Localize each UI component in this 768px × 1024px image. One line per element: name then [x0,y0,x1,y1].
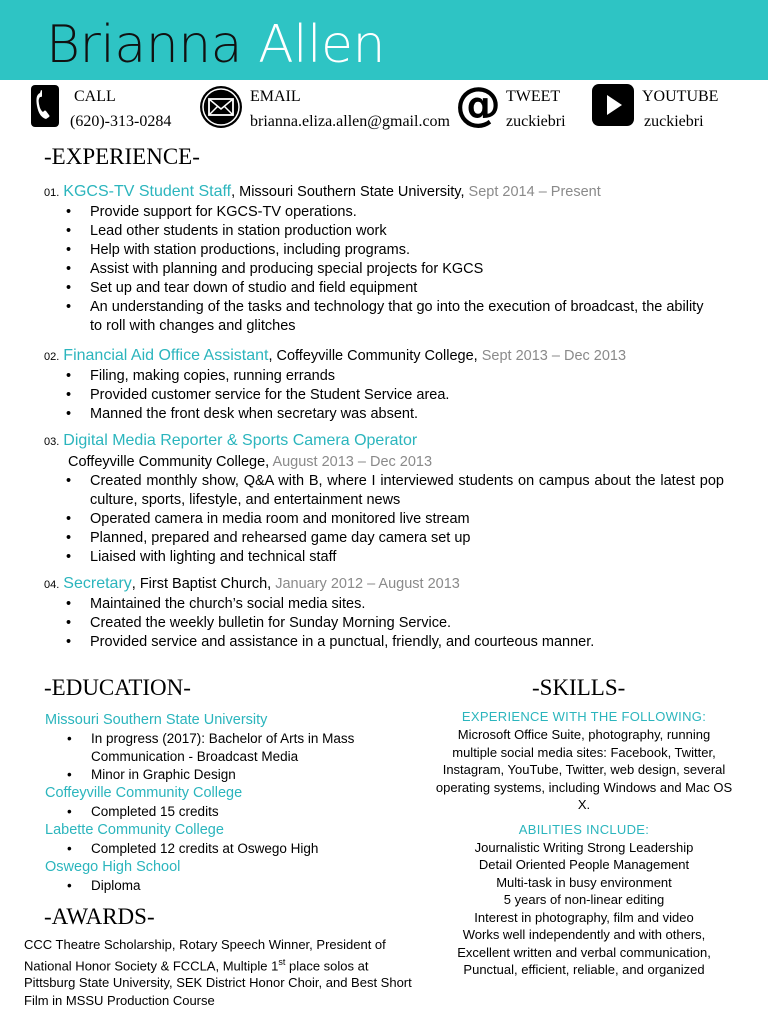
school-bullets [45,730,405,784]
job-title-line [44,182,744,203]
contact-label: YOUTUBE [642,88,719,105]
job-title: KGCS-TV Student Staff [63,183,232,200]
list-item: • In progress (2017): Bachelor of Arts in Mass Communication - Broadcast Media [45,730,405,766]
svg-text:@: @ [455,82,501,128]
list-item: • Liaised with lighting and technical staff [44,548,744,567]
skills-heading: -SKILLS- [532,675,626,700]
experience-heading: -EXPERIENCE- [44,144,200,169]
contact-youtube [592,84,742,136]
job-title-line [44,431,744,452]
contact-call [30,84,200,136]
skills-section [420,708,748,979]
list-item: • Planned, prepared and rehearsed game day camera set up [44,529,744,548]
school-bullets [45,803,405,821]
job-number: 03. [44,436,60,448]
last-name: Allen [258,15,385,75]
school-bullets [45,877,405,895]
list-item: Works well independently and with others, [462,927,706,942]
job-entry [44,182,744,336]
list-item: • Help with station productions, including programs. [44,241,744,260]
job-number: 02. [44,351,60,363]
list-item: Journalistic Writing Strong Leadership [474,839,694,855]
job-bullets [44,595,744,652]
play-icon [592,84,634,126]
job-dates: August 2013 – Dec 2013 [272,454,433,470]
job-organization: Coffeyville Community College, [68,454,273,470]
contact-email [198,84,468,136]
contact-value: brianna.eliza.allen@gmail.com [250,113,450,130]
job-organization: , Missouri Southern State University, [231,184,469,200]
school-name: Oswego High School [45,859,181,875]
job-dates: January 2012 – August 2013 [275,576,460,592]
list-item: 5 years of non-linear editing [503,892,665,907]
list-item: • An understanding of the tasks and technology that go into the execution of broadcast, the ability to roll with changes and glitches [44,298,744,336]
job-title-line [44,346,744,367]
awards-heading: -AWARDS- [44,904,155,929]
resume-name [46,10,385,80]
list-item: • Provided customer service for the Student Service area. [44,386,744,405]
job-subline [44,452,744,472]
contact-value: zuckiebri [506,113,566,130]
list-item: • Completed 12 credits at Oswego High [45,840,405,858]
contact-label: CALL [74,88,116,105]
contact-value: zuckiebri [644,113,704,130]
education-list [45,711,405,895]
job-entry [44,574,744,652]
job-number: 04. [44,579,60,591]
job-title: Digital Media Reporter & Sports Camera Operator [63,432,418,449]
list-item: • Provided service and assistance in a punctual, friendly, and courteous manner. [44,633,744,652]
school-bullets [45,840,405,858]
at-sign-icon [454,82,502,128]
list-item: • Created the weekly bulletin for Sunday Morning Service. [44,614,744,633]
job-title: Financial Aid Office Assistant [63,347,269,364]
list-item: Detail Oriented People Management [478,857,690,872]
job-entry [44,431,744,567]
list-item: • Set up and tear down of studio and field equipment [44,279,744,298]
job-title: Secretary [63,575,132,592]
list-item: • Maintained the church’s social media sites. [44,595,744,614]
first-name: Brianna [46,15,243,75]
contact-tweet [454,84,584,136]
list-item: Excellent written and verbal communication, [457,944,711,960]
list-item: Punctual, efficient, reliable, and organized [463,962,705,977]
list-item: • Filing, making copies, running errands [44,367,744,386]
job-dates: Sept 2013 – Dec 2013 [481,348,627,364]
contact-value: (620)-313-0284 [70,113,172,130]
list-item: • Minor in Graphic Design [45,766,405,784]
school-name: Missouri Southern State University [45,712,268,728]
envelope-icon [198,84,244,130]
school-name: Coffeyville Community College [45,785,243,801]
list-item: • Assist with planning and producing special projects for KGCS [44,260,744,279]
job-entry [44,346,744,424]
awards-superscript: st [278,956,286,967]
list-item: • Diploma [45,877,405,895]
job-organization: , First Baptist Church, [131,576,276,592]
awards-text-part: CCC Theatre Scholarship, Rotary Speech Winner, President of National Honor Society & FCCLA, Multiple 1 [24,937,386,973]
job-number: 01. [44,187,60,199]
skills-abilities-list [420,839,748,979]
school-name: Labette Community College [45,822,224,838]
contact-label: EMAIL [250,88,301,105]
list-item: • Provide support for KGCS-TV operations. [44,203,744,222]
job-bullets [44,203,744,336]
awards-text [24,936,416,1009]
skills-experience-text: Microsoft Office Suite, photography, running multiple social media sites: Facebook, Twitter, Instagram, YouTube, Twitter, web design, several operating systems, including Windows and Mac OS X. [435,727,733,812]
job-bullets [44,472,744,567]
job-bullets [44,367,744,424]
job-dates: Sept 2014 – Present [468,184,601,200]
awards-text-part: place solos at Pittsburg State University, SEK District Honor Choir, and Best Short Film in MSSU Production Course [24,957,412,1008]
list-item: • Operated camera in media room and monitored live stream [44,510,744,529]
job-organization: , Coffeyville Community College, [268,348,482,364]
list-item: • Created monthly show, Q&A with B, where I interviewed students on campus about the latest pop culture, sports, lifestyle, and entertainment news [44,472,744,510]
list-item: • Manned the front desk when secretary was absent. [44,405,744,424]
list-item: Interest in photography, film and video [474,909,694,925]
skills-subheading: EXPERIENCE WITH THE FOLLOWING: [461,709,707,724]
list-item: • Completed 15 credits [45,803,405,821]
job-title-line [44,574,744,595]
contact-label: TWEET [506,88,561,105]
skills-subheading: ABILITIES INCLUDE: [518,821,650,837]
phone-icon [30,84,60,128]
education-heading: -EDUCATION- [44,675,191,700]
list-item: • Lead other students in station production work [44,222,744,241]
list-item: Multi-task in busy environment [496,874,672,890]
